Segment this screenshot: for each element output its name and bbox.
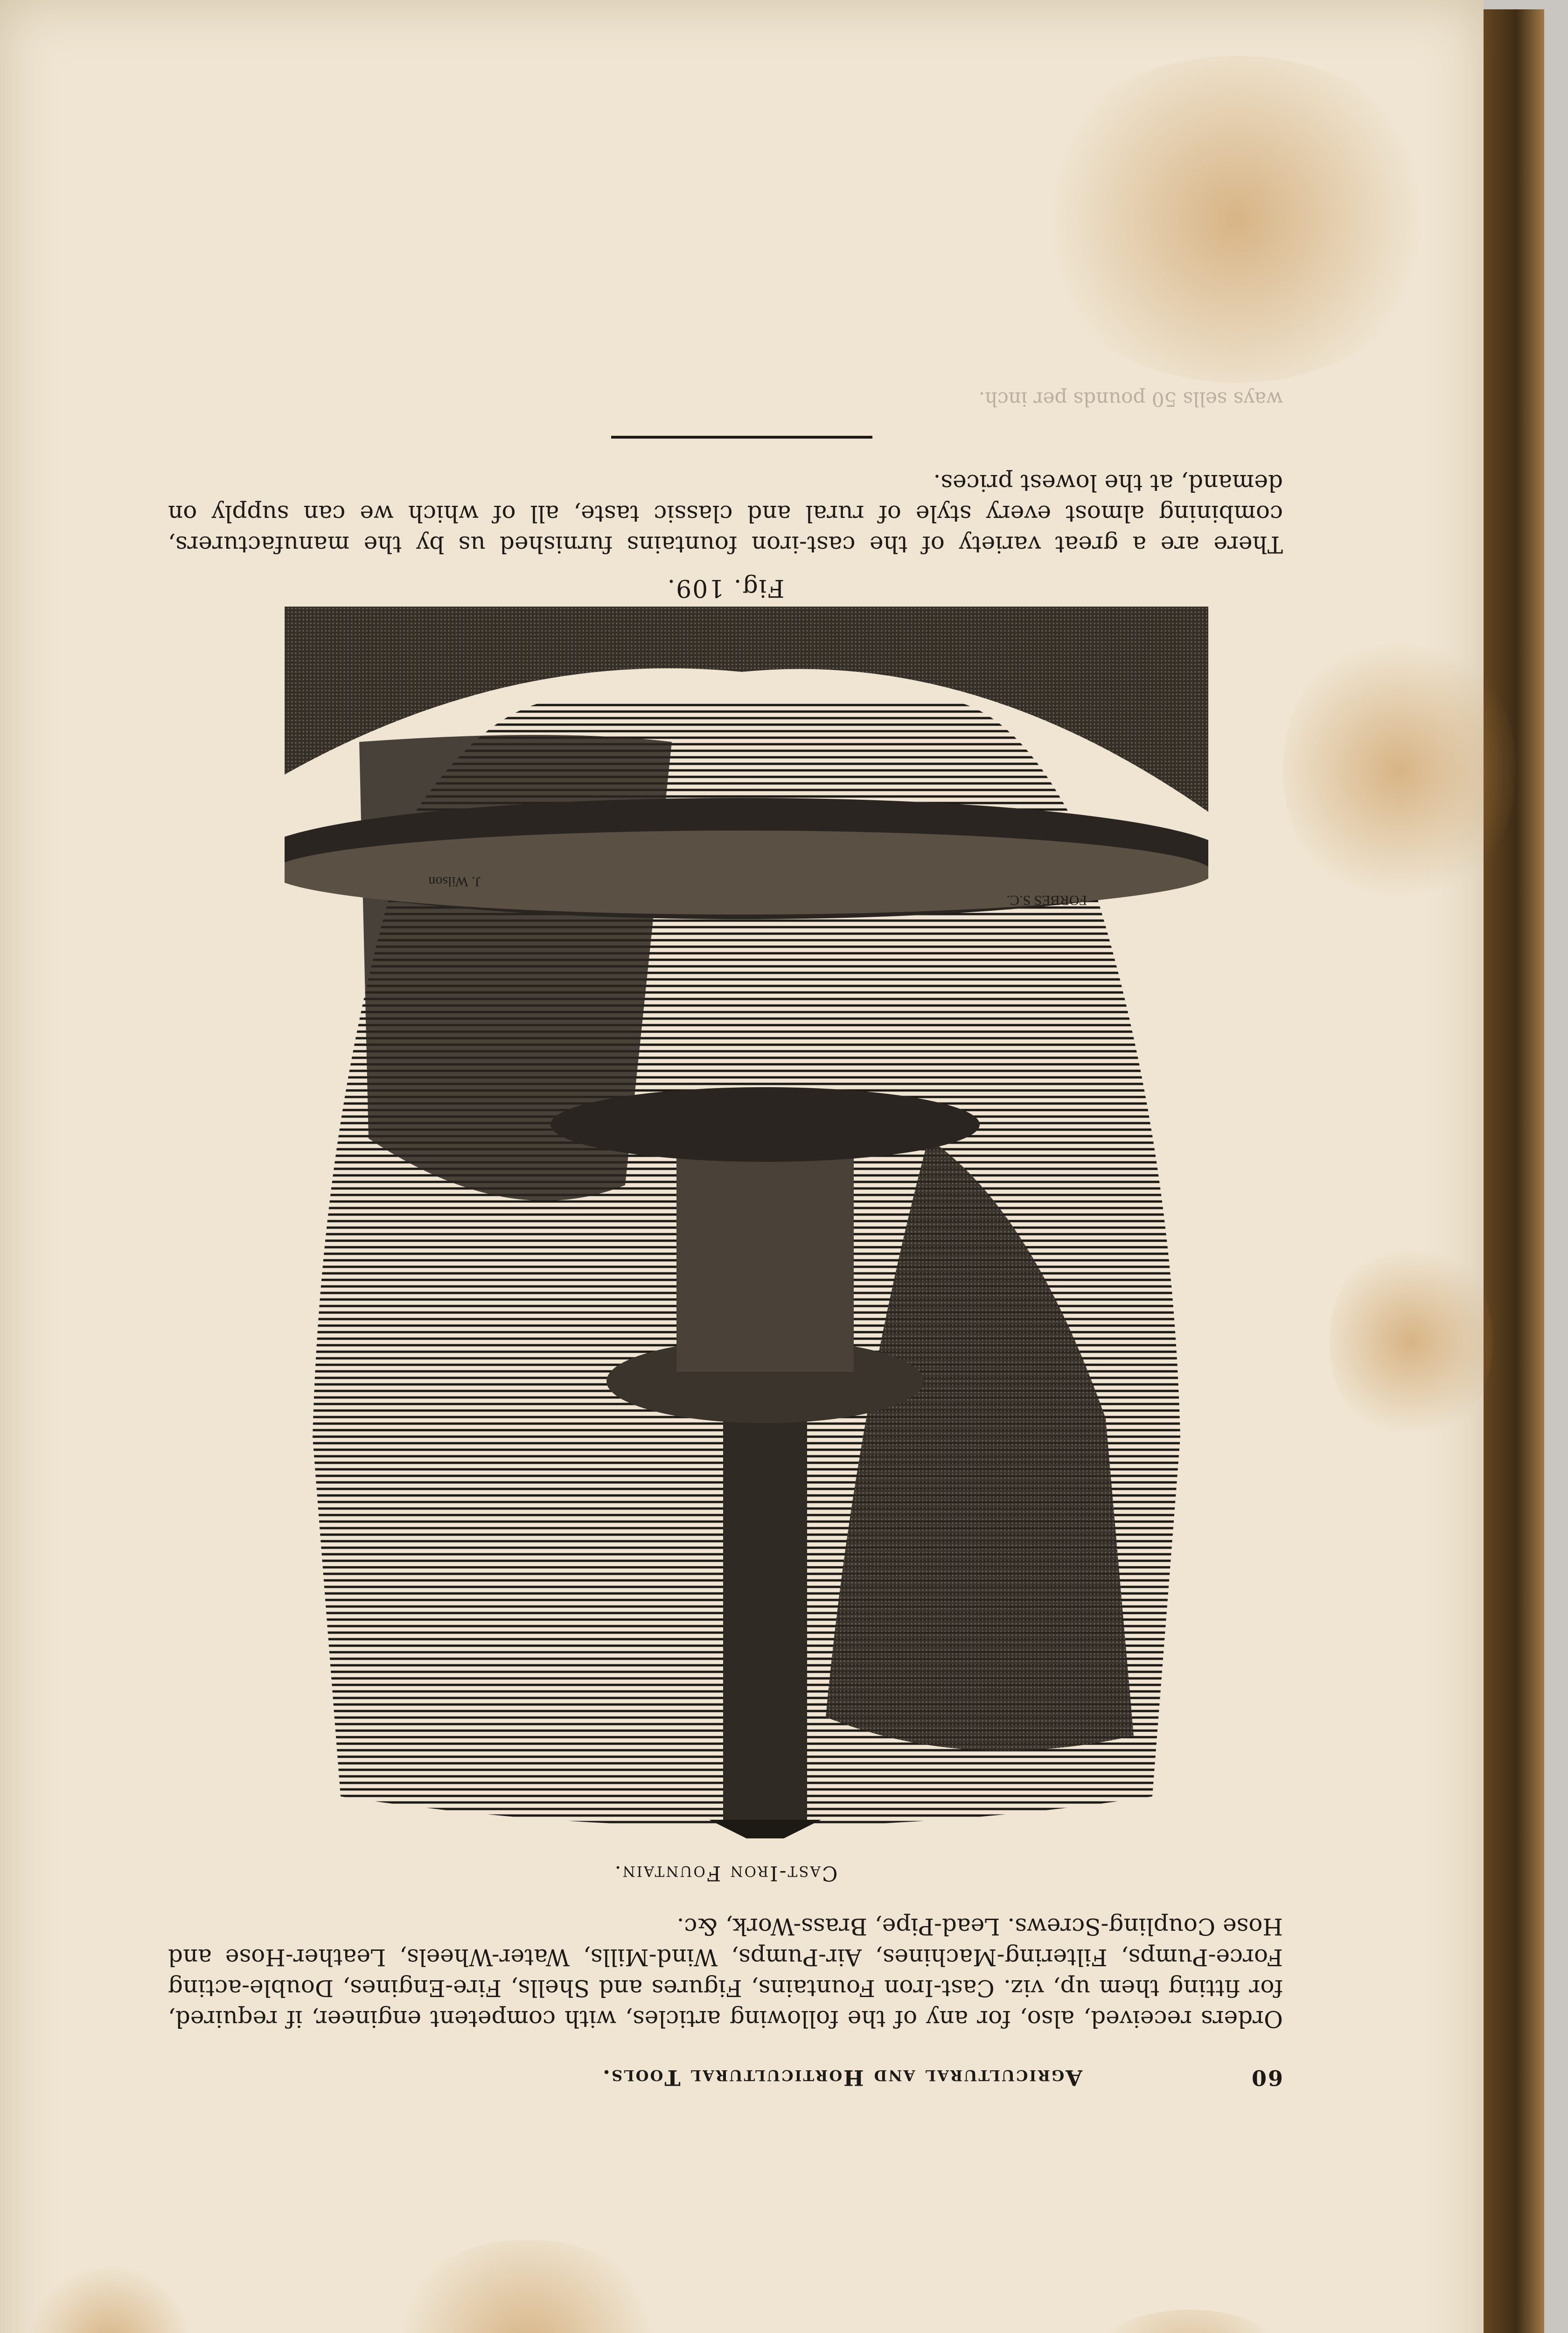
section-rule [611,436,872,439]
foxing-stain [383,2240,672,2333]
page-number: 60 [1250,2065,1283,2090]
foxing-stain [1073,2310,1306,2333]
figure-number: Fig. 109. [666,574,785,602]
fountain-engraving [285,607,1208,1838]
printed-page-content [168,355,1283,2090]
engraver-signature-right: J. Wilson [428,874,481,889]
bleed-through-text: ways sells 50 pounds per inch. [978,388,1283,411]
paragraph-variety: There are a great variety of the cast-iron fountains furnished us by the manufacturers, combining almost every style of rural and classic taste, all of which we can supply on demand, at the lowest prices. [168,469,1283,558]
foxing-stain [1330,1236,1493,1446]
running-head-title: Agricultural and Horticultural Tools. [601,2065,1082,2090]
foxing-stain [1026,56,1446,383]
foxing-stain [1283,630,1516,910]
figure-caption: Cast-Iron Fountain. [613,1861,838,1885]
paragraph-orders: Orders received, also, for any of the following articles, with competent engineer, if required, for fitting them up, viz. Cast-Iron Fountains, Figures and Shells, Fire-Engines, Double-acting Force-Pumps, Filtering-Machines, Air-Pumps, Wind-Mills, Water-Wheels, Leather-Hose and Hose Coupling-Screws. Lead-Pipe, Brass-Work, &c. [168,1913,1283,2033]
running-head [168,2062,1283,2090]
foxing-stain [28,2263,191,2333]
engraver-signature-left: FORBES S.C. [1006,893,1087,908]
